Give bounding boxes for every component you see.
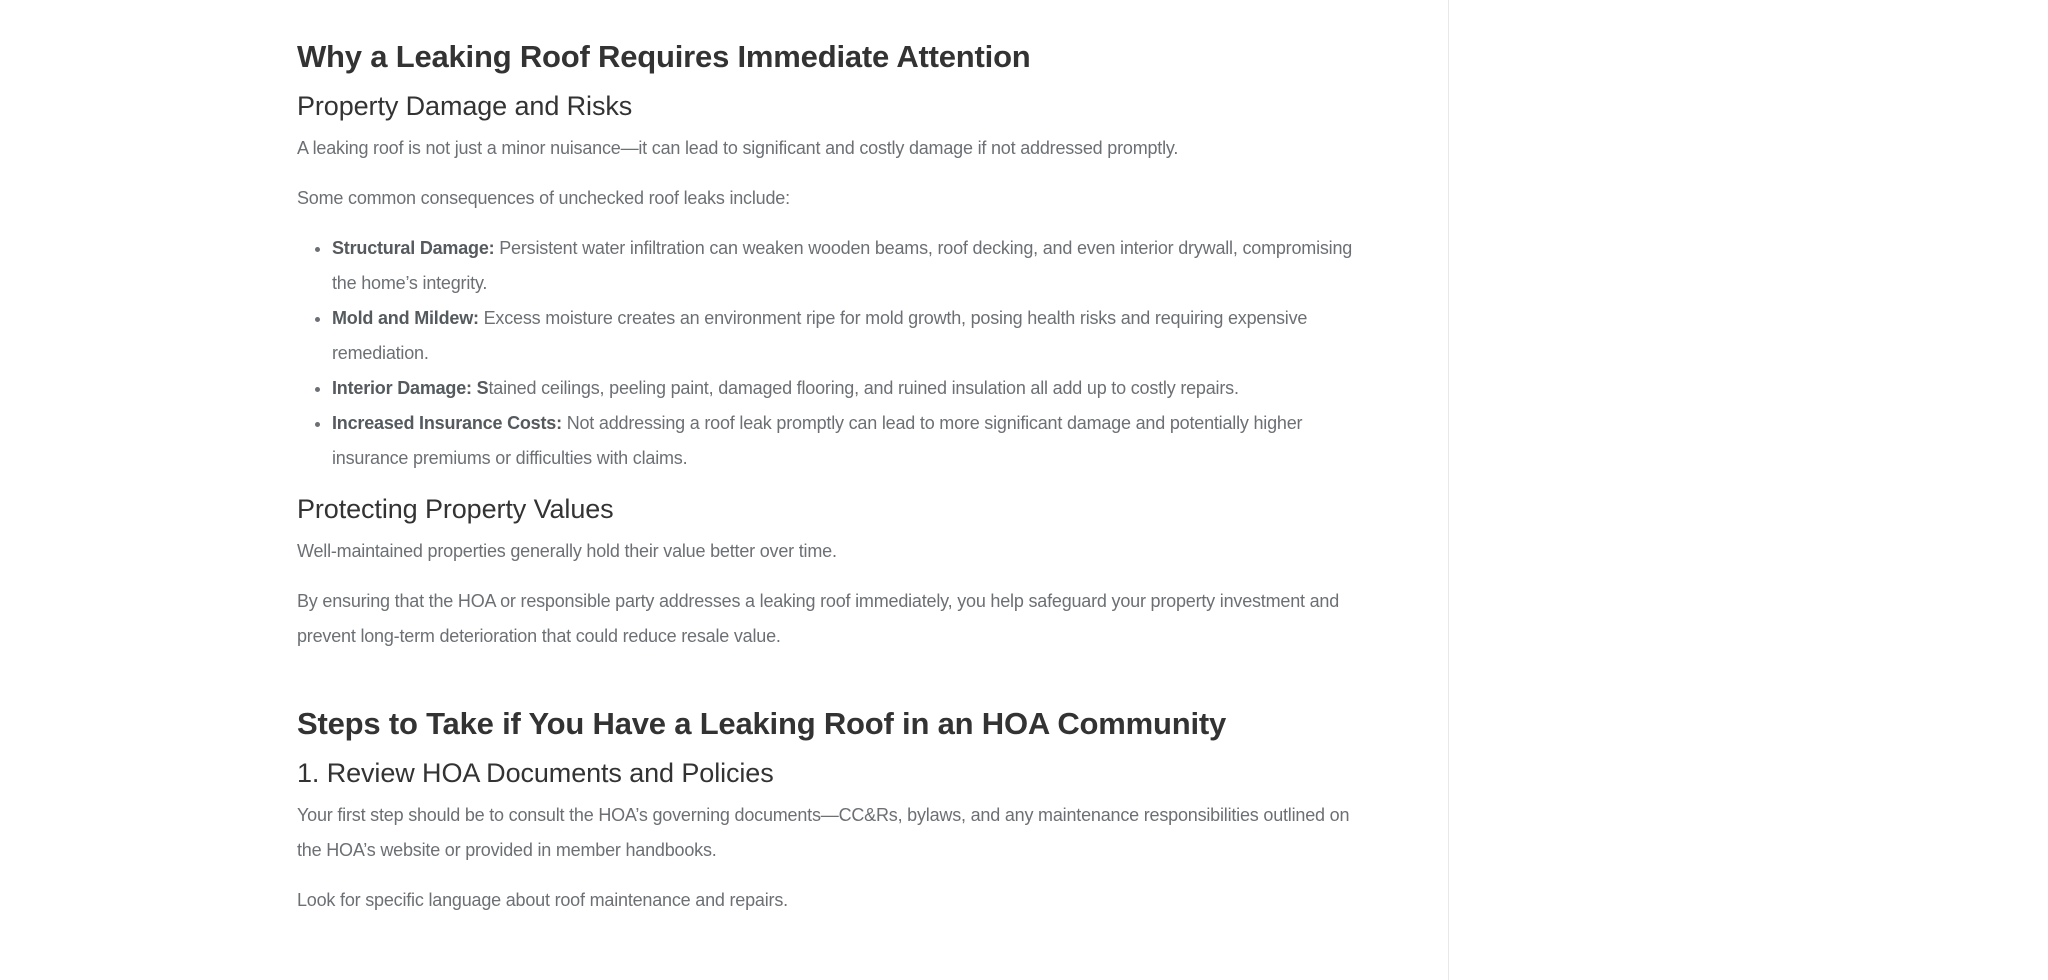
paragraph-consequences-lead: Some common consequences of unchecked roof leaks include: (297, 188, 790, 208)
paragraph-values-1: Well-maintained properties generally hold their value better over time. (297, 541, 837, 561)
list-item-label: Interior Damage: S (332, 378, 489, 398)
list-item-text: Persistent water infiltration can weaken wooden beams, roof decking, and even interior drywall, compromising the home’s integrity. (332, 238, 1353, 293)
list-item-structural-damage (332, 231, 1360, 301)
section1-subheading-damage: Property Damage and Risks (297, 91, 633, 121)
section2-subheading-review: 1. Review HOA Documents and Policies (297, 758, 774, 788)
list-item-text: Excess moisture creates an environment ripe for mold growth, posing health risks and requiring expensive remediation. (332, 308, 1308, 363)
section2-title: Steps to Take if You Have a Leaking Roof in an HOA Community (297, 706, 1227, 741)
list-item-label: Structural Damage: (332, 238, 495, 258)
list-item-interior-damage (332, 371, 1360, 406)
sidebar-empty (1449, 0, 2048, 980)
paragraph-review-2: Look for specific language about roof maintenance and repairs. (297, 890, 788, 910)
paragraph-values-2: By ensuring that the HOA or responsible party addresses a leaking roof immediately, you help safeguard your property investment and prevent long-term deterioration that could reduce resale value. (297, 591, 1340, 646)
paragraph-intro: A leaking roof is not just a minor nuisance—it can lead to significant and costly damage if not addressed promptly. (297, 138, 1179, 158)
list-item-label: Increased Insurance Costs: (332, 413, 562, 433)
consequences-list (297, 231, 1360, 476)
list-item-text: tained ceilings, peeling paint, damaged flooring, and ruined insulation all add up to costly repairs. (488, 378, 1239, 398)
list-item-insurance-costs (332, 406, 1360, 476)
article-content (297, 0, 1360, 933)
list-item-label: Mold and Mildew: (332, 308, 479, 328)
section1-subheading-values: Protecting Property Values (297, 494, 614, 524)
section1-title: Why a Leaking Roof Requires Immediate Attention (297, 39, 1031, 74)
list-item-mold-mildew (332, 301, 1360, 371)
list-item-text: Not addressing a roof leak promptly can lead to more significant damage and potentially higher insurance premiums or difficulties with claims. (332, 413, 1303, 468)
paragraph-review-1: Your first step should be to consult the HOA’s governing documents—CC&Rs, bylaws, and any maintenance responsibilities outlined on the HOA’s website or provided in member handbooks. (297, 805, 1350, 860)
